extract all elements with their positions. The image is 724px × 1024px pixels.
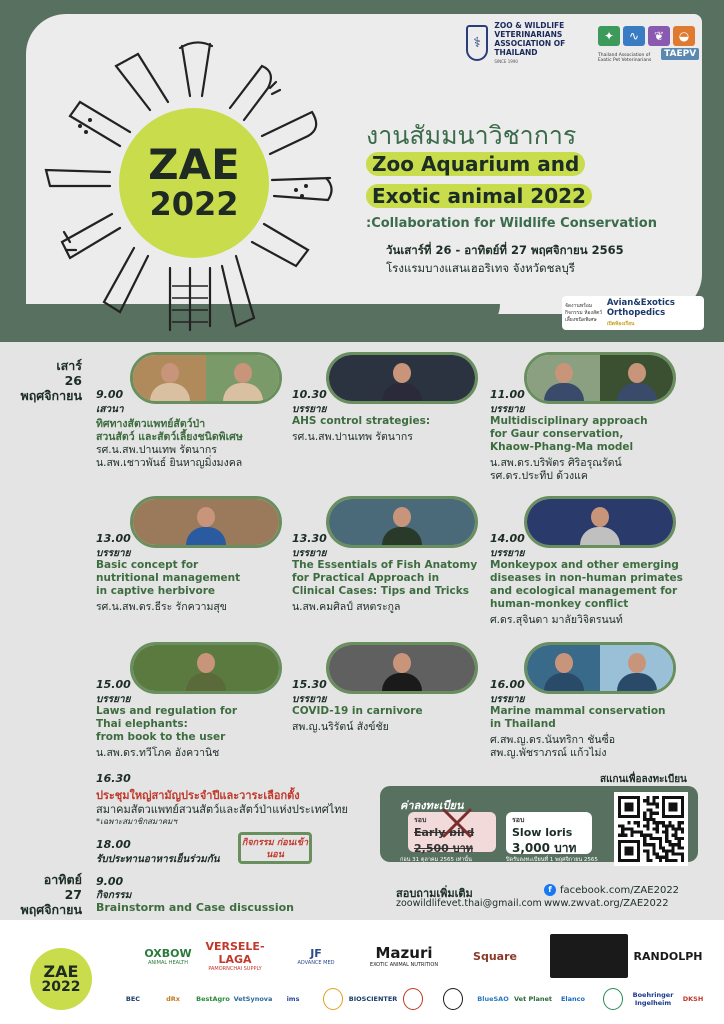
- zae-2022-badge: [119, 108, 269, 258]
- day-2-month: พฤศจิกายน: [20, 902, 82, 917]
- speaker-photo-frame: [326, 352, 478, 404]
- speaker-head: [628, 363, 646, 383]
- slow-round-label: รอบ: [512, 816, 525, 824]
- talk-title-line: The Essentials of Fish Anatomy: [292, 559, 478, 571]
- sponsor-logo-small: Boehringer Ingelheim: [632, 991, 674, 1007]
- speaker-head: [393, 653, 411, 673]
- speaker-body: [186, 527, 226, 548]
- badge-line-1: ZAE: [148, 140, 240, 189]
- speaker-head: [161, 363, 179, 383]
- speaker-photo: [600, 645, 673, 691]
- sponsor-name: Mazuri: [375, 944, 433, 962]
- talk-title-line: COVID-19 in carnivore: [292, 705, 423, 717]
- contact-heading: สอบถามเพิ่มเติม: [396, 887, 473, 900]
- sponsor-logo-small: Vet Planet: [514, 995, 552, 1003]
- talk-speaker: รศ.ดร.ประทีป ด้วงแค: [490, 470, 588, 482]
- talk-title-line: AHS control strategies:: [292, 415, 431, 427]
- scan-label: สแกนเพื่อลงทะเบียน: [600, 774, 687, 785]
- talk-speaker: น.สพ.ดร.บริพัตร ศิริอรุณรัตน์: [490, 457, 622, 469]
- sunday-time: 9.00: [96, 875, 124, 888]
- talk-time: 13.30: [292, 532, 327, 545]
- talk-kind: บรรยาย: [96, 548, 131, 559]
- sponsor-sub: ADVANCE MED: [297, 959, 335, 966]
- speaker-photo: [527, 499, 673, 545]
- speaker-body: [544, 383, 584, 404]
- speaker-head: [393, 507, 411, 527]
- speaker-photo: [329, 645, 475, 691]
- sponsor-name: JF: [310, 946, 322, 960]
- sponsor-sub: ANIMAL HEALTH: [148, 959, 188, 966]
- sponsor-logo-small: DKSH: [682, 995, 704, 1003]
- agm-time: 16.30: [96, 772, 131, 785]
- talk-kind: บรรยาย: [292, 404, 327, 415]
- talk-time: 13.00: [96, 532, 131, 545]
- sponsor-logo: [364, 934, 444, 978]
- zwvat-logo: [466, 20, 592, 66]
- sponsor-logo-small: ims: [286, 995, 300, 1003]
- cohost-badge: [562, 296, 704, 330]
- sponsor-name: OXBOW: [144, 946, 192, 960]
- sponsor-logo: [274, 934, 358, 978]
- talk-kind: บรรยาย: [490, 548, 525, 559]
- pre-event-box: กิจกรรม ก่อนเข้านอน: [238, 832, 312, 864]
- sponsor-name: RANDOLPH: [633, 949, 703, 963]
- talk-title-line: in captive herbivore: [96, 585, 216, 597]
- speaker-photo-frame: [130, 352, 282, 404]
- website-link[interactable]: www.zwvat.org/ZAE2022: [544, 898, 669, 909]
- talk-title-line: ทิศทางสัตวแพทย์สัตว์ป่า: [96, 418, 206, 430]
- speaker-photo-frame: [326, 642, 478, 694]
- talk-speaker: รศ.น.สพ.ปานเทพ รัตนากร: [96, 444, 217, 456]
- talk-speaker: น.สพ.คมศิลป์ สหตระกูล: [292, 601, 401, 613]
- footer-zae-badge: [30, 948, 92, 1010]
- reptile-icon: ∿: [623, 26, 645, 46]
- early-round-label: รอบ: [414, 816, 427, 824]
- talk-time: 10.30: [292, 388, 327, 401]
- speaker-photo-frame: [130, 642, 282, 694]
- speaker-body: [544, 673, 584, 694]
- talk-title-line: in Thailand: [490, 718, 556, 730]
- speaker-body: [223, 383, 263, 404]
- talk-speaker: สพ.ญ.พัชราภรณ์ แก้วไม่ง: [490, 747, 607, 759]
- taepv-logo: [598, 26, 700, 66]
- speaker-head: [393, 363, 411, 383]
- subtitle: :Collaboration for Wildlife Conservation: [366, 216, 657, 231]
- talk-title-line: สวนสัตว์ และสัตว์เลี้ยงชนิดพิเศษ: [96, 431, 243, 443]
- sponsor-logo-small: [443, 988, 463, 1010]
- contact-email[interactable]: zoowildlifevet.thai@gmail.com: [396, 898, 542, 909]
- talk-speaker: สพ.ญ.นริรัตน์ สังข์ชัย: [292, 721, 389, 733]
- agm-title: ประชุมใหญ่สามัญประจำปีและวาระเลือกตั้ง: [96, 789, 300, 802]
- speaker-head: [197, 653, 215, 673]
- facebook-url[interactable]: facebook.com/ZAE2022: [560, 884, 680, 896]
- talk-title-line: nutritional management: [96, 572, 241, 584]
- talk-time: 16.00: [490, 678, 525, 691]
- taepv-caption: Thailand Association of Exotic Pet Veterinarians: [598, 53, 652, 63]
- speaker-head: [591, 507, 609, 527]
- speaker-body: [617, 383, 657, 404]
- speaker-photo: [133, 499, 279, 545]
- day-1-label: [14, 358, 82, 403]
- expired-cross-icon: [440, 806, 474, 840]
- talk-time: 11.00: [490, 388, 525, 401]
- talk-speaker: น.สพ.เชาวพันธ์ ยินหาญมิ่งมงคล: [96, 457, 243, 469]
- talk-time: 9.00: [96, 388, 124, 401]
- sponsor-logo: [204, 934, 266, 978]
- talk-title-line: human-monkey conflict: [490, 598, 629, 610]
- speaker-photo: [329, 499, 475, 545]
- early-price: 2,500 บาท: [414, 842, 474, 855]
- talk-kind: บรรยาย: [96, 694, 131, 705]
- rabbit-icon: ❦: [648, 26, 670, 46]
- speaker-photo-frame: [524, 352, 676, 404]
- assoc-name-1: ZOO & WILDLIFE: [494, 20, 565, 30]
- speaker-head: [234, 363, 252, 383]
- speaker-head: [555, 653, 573, 673]
- speaker-body: [186, 673, 226, 694]
- turtle-icon: ◒: [673, 26, 695, 46]
- sponsor-logo-small: [403, 988, 423, 1010]
- talk-time: 14.00: [490, 532, 525, 545]
- talk-title-line: for Practical Approach in: [292, 572, 440, 584]
- talk-time: 15.00: [96, 678, 131, 691]
- assoc-name-2: VETERINARIANS: [494, 29, 563, 39]
- speaker-photo: [133, 645, 279, 691]
- slow-note: ปิดรับลงทะเบียนที่ 1 พฤศจิกายน 2565: [506, 857, 598, 863]
- talk-kind: บรรยาย: [490, 404, 525, 415]
- event-date: วันเสาร์ที่ 26 - อาทิตย์ที่ 27 พฤศจิกายน 2565: [386, 243, 624, 257]
- facebook-link[interactable]: [544, 884, 679, 896]
- talk-kind: บรรยาย: [292, 548, 327, 559]
- speaker-body: [150, 383, 190, 404]
- speaker-head: [555, 363, 573, 383]
- talk-title-line: Basic concept for: [96, 559, 199, 571]
- speaker-head: [197, 507, 215, 527]
- speaker-photo-frame: [326, 496, 478, 548]
- speaker-photo: [133, 355, 206, 401]
- dinner-time: 18.00: [96, 838, 131, 851]
- assoc-name-3: ASSOCIATION OF THAILAND: [494, 38, 566, 57]
- speaker-photo: [527, 355, 600, 401]
- talk-speaker: ศ.ดร.สุจินดา มาลัยวิจิตรนนท์: [490, 614, 623, 626]
- sunday-kind: กิจกรรม: [96, 890, 132, 901]
- footer-badge-line-2: 2022: [41, 979, 81, 995]
- early-note: ก่อน 31 ตุลาคม 2565 เท่านั้น: [400, 857, 472, 863]
- day-1-weekday: เสาร์: [56, 358, 82, 373]
- talk-title-line: Monkeypox and other emerging: [490, 559, 679, 571]
- footer-badge-line-1: ZAE: [43, 962, 79, 981]
- registration-qr-code[interactable]: [614, 792, 688, 866]
- day-1-month: พฤศจิกายน: [20, 388, 82, 403]
- speaker-photo-frame: [524, 496, 676, 548]
- talk-title-line: Clinical Cases: Tips and Tricks: [292, 585, 469, 597]
- day-2-label: [14, 872, 82, 917]
- talk-title-line: diseases in non-human primates: [490, 572, 683, 584]
- talk-kind: เสวนา: [96, 404, 124, 415]
- speaker-photo: [206, 355, 279, 401]
- speaker-head: [628, 653, 646, 673]
- badge-line-2: 2022: [149, 185, 239, 223]
- bird-icon: ✦: [598, 26, 620, 46]
- title-english: [366, 148, 592, 212]
- speaker-body: [382, 673, 422, 694]
- sponsor-logo-small: BEC: [125, 995, 141, 1003]
- slow-name: Slow loris: [512, 826, 573, 839]
- slow-loris-price: [506, 812, 592, 854]
- registration-heading: ค่าลงทะเบียน: [400, 799, 464, 812]
- day-2-date: 27: [64, 887, 82, 902]
- talk-speaker: ศ.สพ.ญ.ดร.นันทริกา ชันซื่อ: [490, 734, 615, 746]
- talk-title-line: Laws and regulation for: [96, 705, 238, 717]
- day-2-weekday: อาทิตย์: [43, 872, 82, 887]
- speaker-photo-frame: [130, 496, 282, 548]
- sponsor-logo-small: [603, 988, 623, 1010]
- slow-price: 3,000 บาท: [512, 841, 577, 855]
- talk-kind: บรรยาย: [490, 694, 525, 705]
- taepv-mark: TAEPV: [661, 48, 699, 60]
- sponsor-name: Square: [473, 949, 517, 963]
- speaker-photo-frame: [524, 642, 676, 694]
- sponsor-logo-small: BestAgro: [196, 995, 230, 1003]
- early-name: Early bird: [414, 826, 475, 839]
- sponsor-logo-small: dRx: [166, 995, 180, 1003]
- dinner-title: รับประทานอาหารเย็นร่วมกัน: [96, 854, 220, 865]
- speaker-body: [382, 383, 422, 404]
- talk-title-line: Khaow-Phang-Ma model: [490, 441, 634, 453]
- sponsor-logo-small: BlueSAO: [477, 995, 509, 1003]
- talk-title-line: Multidisciplinary approach: [490, 415, 648, 427]
- title-english-line-2: Exotic animal 2022: [366, 184, 592, 208]
- sponsor-logo: [550, 934, 628, 978]
- facebook-icon: f: [544, 884, 556, 896]
- title-english-line-1: Zoo Aquarium and: [366, 152, 585, 176]
- caduceus-icon: ⚕: [466, 25, 488, 61]
- speaker-body: [580, 527, 620, 548]
- sponsor-logo: [452, 934, 538, 978]
- cohost-mark: Avian&Exotics Orthopedics: [606, 297, 675, 318]
- speaker-body: [617, 673, 657, 694]
- sponsor-logo-small: BIOSCIENTER: [348, 995, 398, 1003]
- assoc-since: SINCE 1990: [494, 58, 518, 64]
- talk-title-line: and ecological management for: [490, 585, 678, 597]
- talk-title-line: Marine mammal conservation: [490, 705, 666, 717]
- talk-title-line: for Gaur conservation,: [490, 428, 624, 440]
- speaker-photo: [329, 355, 475, 401]
- sponsor-logo-small: [323, 988, 343, 1010]
- sponsor-sub: EXOTIC ANIMAL NUTRITION: [369, 962, 439, 968]
- cohost-sub: เปิดห้องเรียน: [606, 320, 635, 327]
- event-venue: โรงแรมบางแสนเฮอริเทจ จังหวัดชลบุรี: [386, 261, 575, 275]
- talk-speaker: น.สพ.ดร.ทวีโภค อังควานิช: [96, 747, 220, 759]
- sunday-title: Brainstorm and Case discussion: [96, 901, 294, 914]
- talk-speaker: รศ.น.สพ.ดร.ธีระ รักความสุข: [96, 601, 227, 613]
- speaker-photo: [600, 355, 673, 401]
- sponsor-logo-small: Elanco: [560, 995, 585, 1003]
- agm-organization: สมาคมสัตวแพทย์สวนสัตว์และสัตว์ป่าแห่งประเทศไทย: [96, 803, 348, 816]
- talk-title-line: Thai elephants:: [96, 718, 188, 730]
- talk-title-line: from book to the user: [96, 731, 226, 743]
- title-thai: งานสัมมนาวิชาการ: [366, 121, 577, 150]
- sponsor-sub: PAMORNCHAI SUPPLY: [208, 966, 262, 972]
- sponsor-logo: [140, 934, 196, 978]
- sponsor-logo-small: VetSynova: [233, 995, 273, 1003]
- speaker-photo: [527, 645, 600, 691]
- agm-note: *เฉพาะสมาชิกสมาคมฯ: [96, 817, 177, 826]
- speaker-body: [382, 527, 422, 548]
- talk-time: 15.30: [292, 678, 327, 691]
- talk-speaker: รศ.น.สพ.ปานเทพ รัตนากร: [292, 431, 413, 443]
- sponsor-logo: [633, 934, 703, 978]
- sponsor-name: VERSELE-LAGA: [205, 940, 265, 966]
- day-1-date: 26: [64, 373, 82, 388]
- cohost-caption: จัดงานพร้อมกิจกรรม ห้องสัตว์เลี้ยงชนิดพิเศษ: [565, 302, 603, 323]
- talk-kind: บรรยาย: [292, 694, 327, 705]
